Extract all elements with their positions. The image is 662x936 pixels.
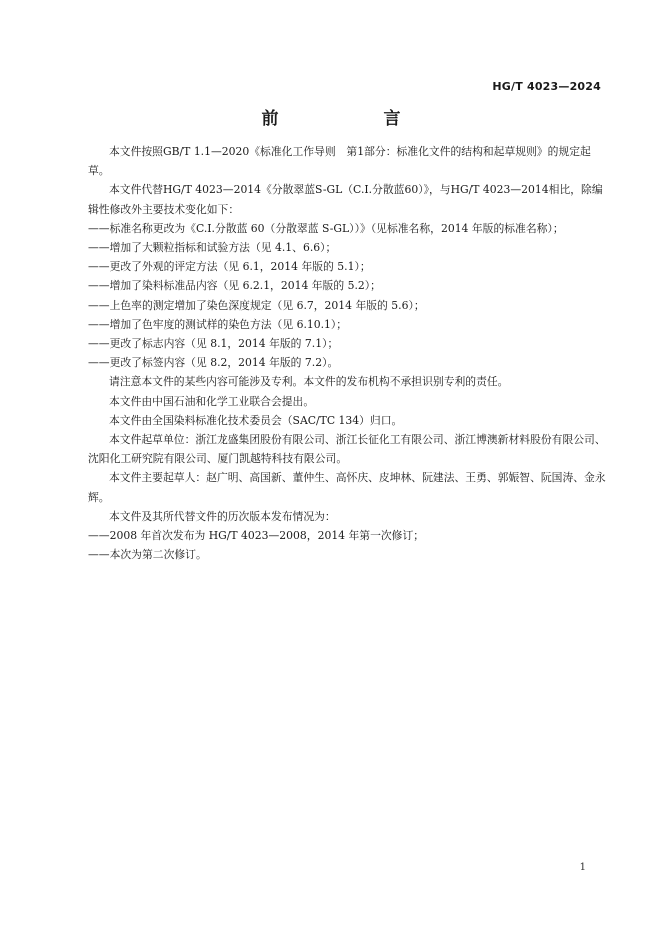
list-item: ——增加了染料标准品内容（见 6.2.1，2014 年版的 5.2）； — [88, 279, 381, 293]
list-item: ——上色率的测定增加了染色深度规定（见 6.7，2014 年版的 5.6）； — [88, 298, 425, 312]
list-item: ——增加了大颗粒指标和试验方法（见 4.1、6.6）； — [88, 241, 337, 255]
paragraph: 本文件由全国染料标准化技术委员会（SAC/TC 134）归口。 — [109, 413, 403, 427]
list-item: ——更改了标签内容（见 8.2，2014 年版的 7.2）。 — [88, 356, 339, 370]
paragraph: 请注意本文件的某些内容可能涉及专利。本文件的发布机构不承担识别专利的责任。 — [109, 375, 509, 389]
list-item: ——2008 年首次发布为 HG/T 4023—2008，2014 年第一次修订； — [88, 529, 425, 543]
standard-code: HG/T 4023—2024 — [492, 80, 601, 93]
page-title: 前 言 — [261, 109, 445, 129]
paragraph: 本文件代替HG/T 4023—2014《分散翠蓝S-GL（C.I.分散蓝60）》，与HG/T 4023—2014相比，除编辑性修改外主要技术变化如下： — [88, 183, 603, 216]
paragraph: 本文件起草单位：浙江龙盛集团股份有限公司、浙江长征化工有限公司、浙江博澳新材料股份有限公司、沈阳化工研究院有限公司、厦门凯越特科技有限公司。 — [88, 433, 606, 466]
list-item: ——标准名称更改为《C.I.分散蓝 60（分散翠蓝 S-GL））》（见标准名称，2014 年版的标准名称）； — [88, 221, 564, 235]
list-item: ——更改了标志内容（见 8.1，2014 年版的 7.1）； — [88, 337, 339, 351]
paragraph: 本文件主要起草人：赵广明、高国新、董仲生、高怀庆、皮坤林、阮建法、王勇、郭娠智、阮国涛、金永辉。 — [88, 471, 606, 504]
paragraph: 本文件由中国石油和化学工业联合会提出。 — [109, 394, 315, 408]
page-number: 1 — [579, 862, 586, 873]
paragraph: 本文件及其所代替文件的历次版本发布情况为： — [109, 509, 336, 523]
list-item: ——更改了外观的评定方法（见 6.1，2014 年版的 5.1）； — [88, 260, 371, 274]
paragraph: 本文件按照GB/T 1.1—2020《标准化工作导则 第1部分：标准化文件的结构和起草规则》的规定起草。 — [88, 145, 591, 178]
foreword-body — [88, 142, 608, 564]
list-item: ——增加了色牢度的测试样的染色方法（见 6.10.1）； — [88, 317, 348, 331]
list-item: ——本次为第二次修订。 — [88, 548, 207, 562]
